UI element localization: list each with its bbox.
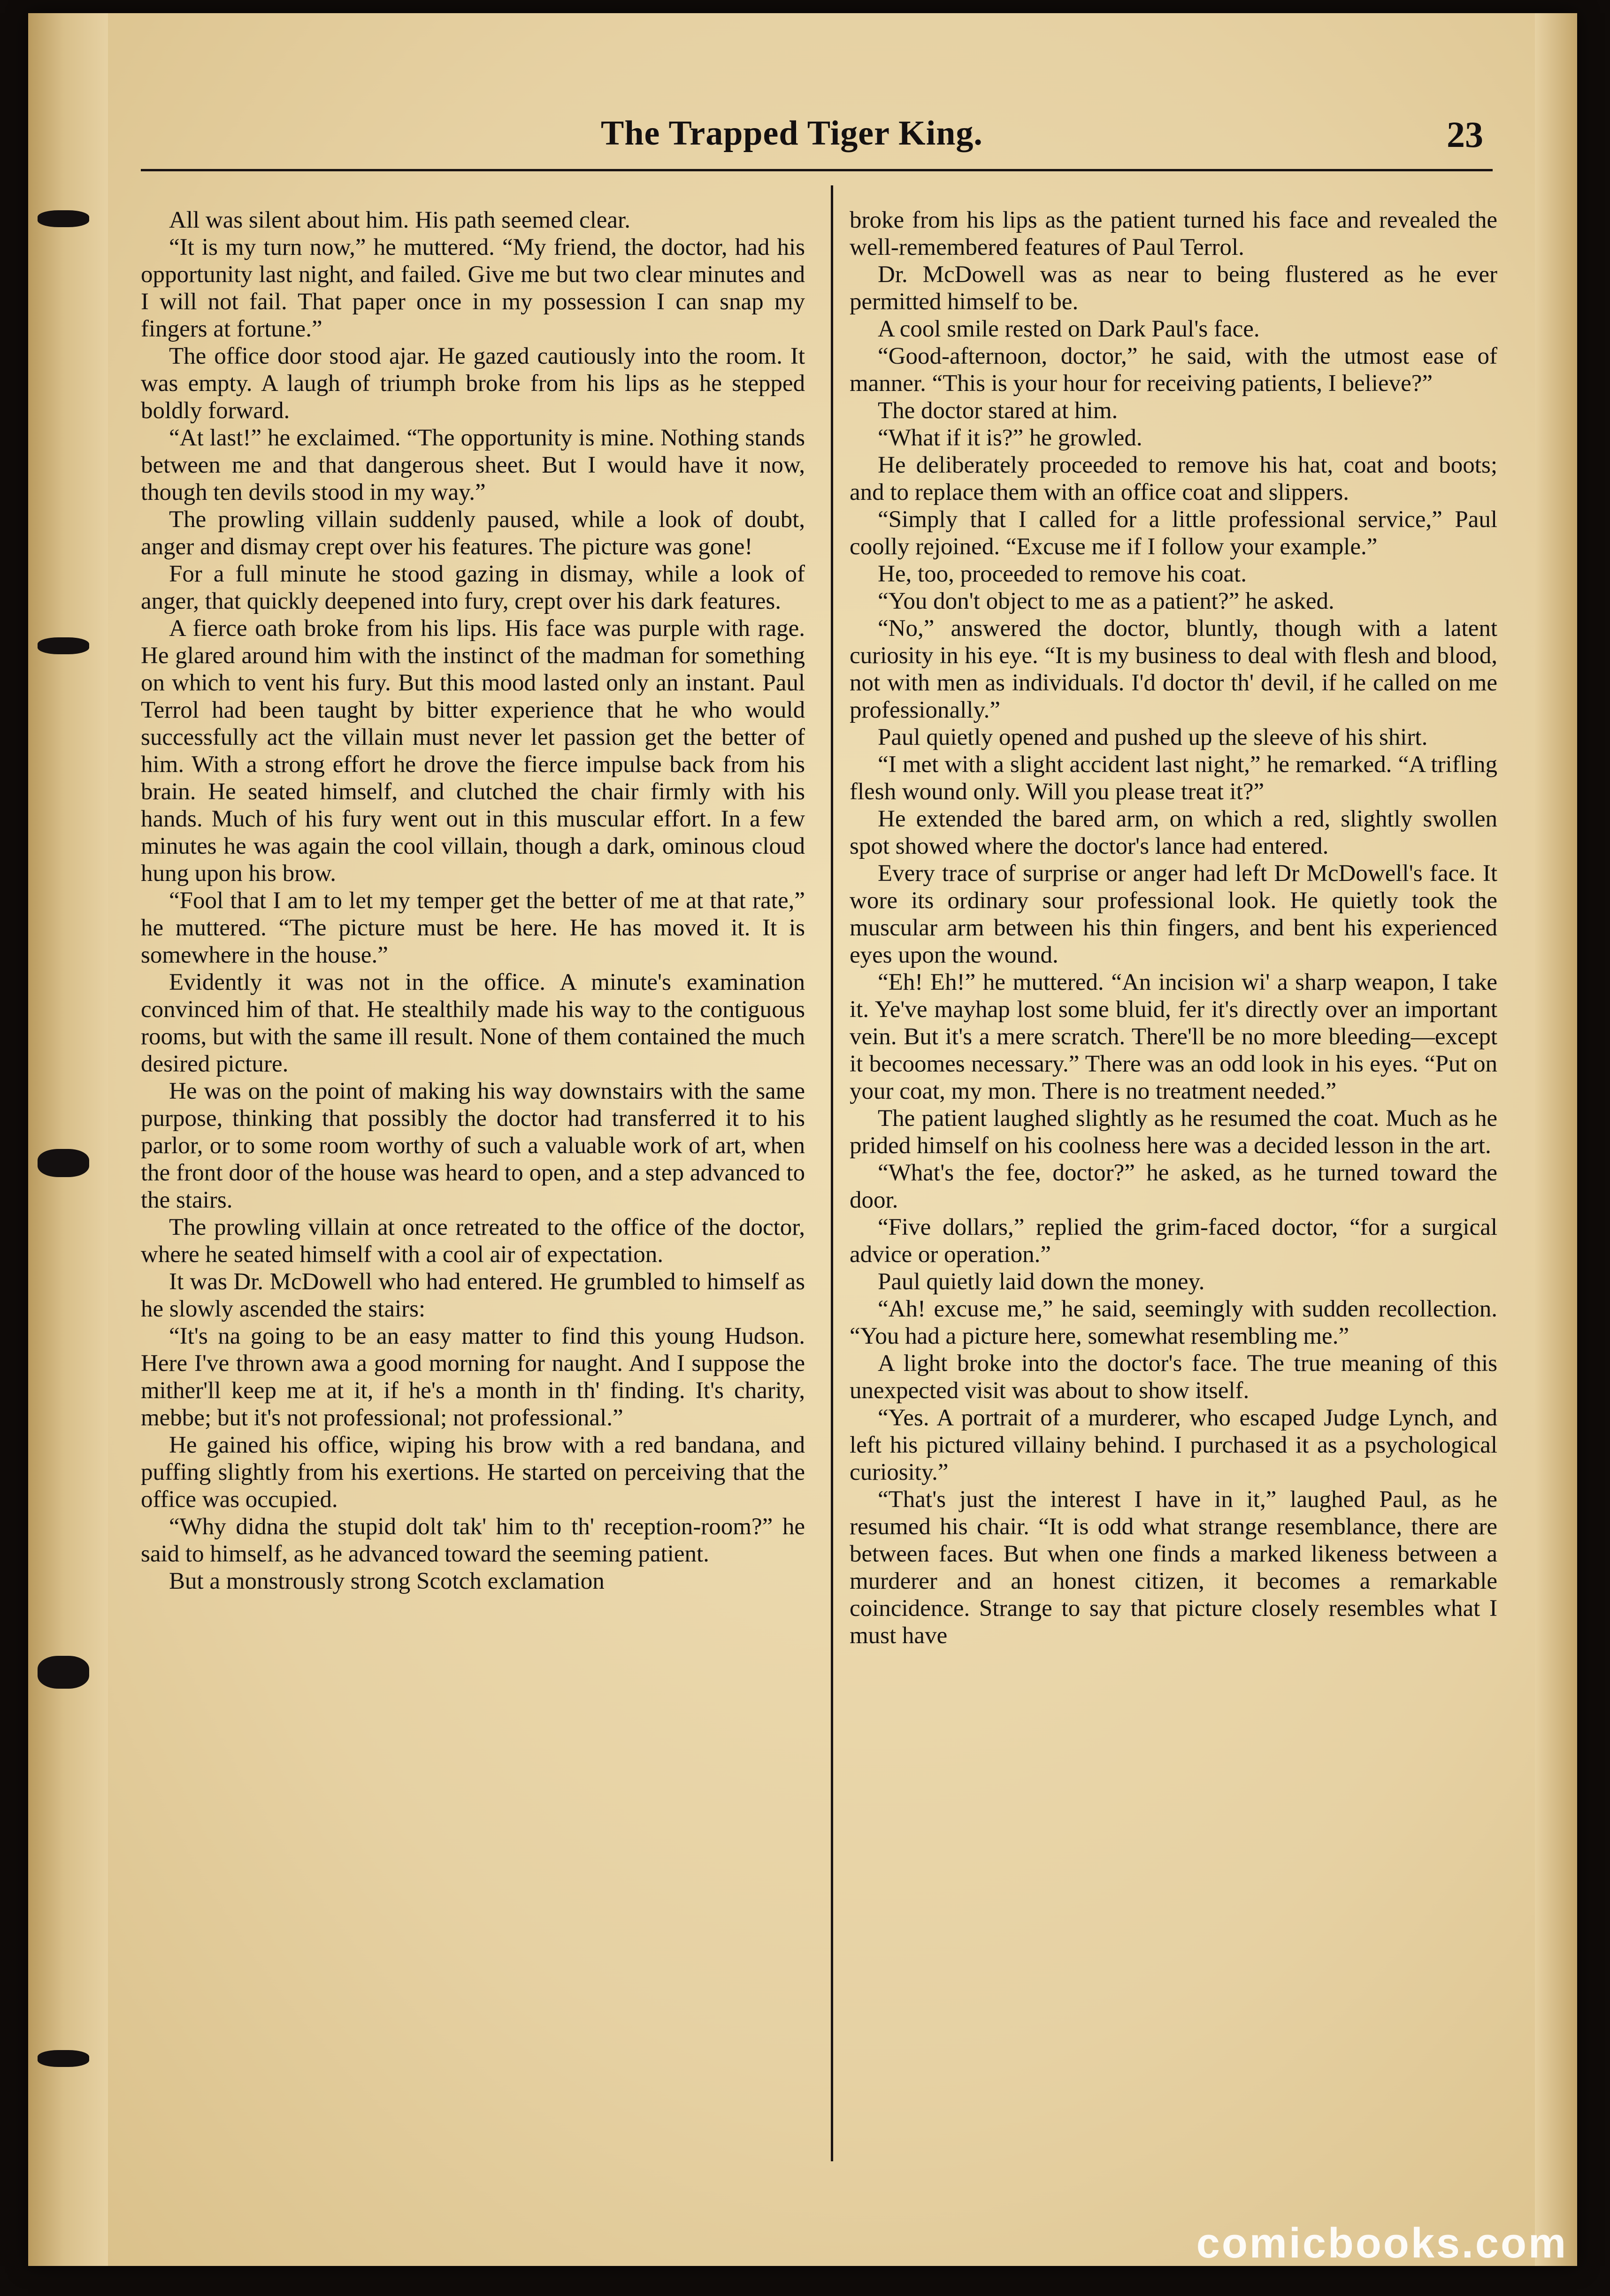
paragraph: “Why didna the stupid dolt tak' him to th' reception-room?” he said to himself, as he advanced toward the seeming patient. [141,1514,805,1567]
binding-stitch [38,1149,89,1177]
binding-stitch [38,210,89,227]
paragraph: For a full minute he stood gazing in dismay, while a look of anger, that quickly deepened into fury, crept over his dark features. [141,561,805,614]
paragraph: “What if it is?” he growled. [878,425,1142,451]
paragraph: Every trace of surprise or anger had left Dr McDowell's face. It wore its ordinary sour professional look. He quietly took the muscular arm between his thin fingers, and bent his experienced eyes upon the wound. [850,860,1497,968]
watermark: comicbooks.com [1196,2220,1568,2267]
paragraph: The prowling villain at once retreated to the office of the doctor, where he seated himself with a cool air of expectation. [141,1214,805,1268]
paragraph: Dr. McDowell was as near to being flustered as he ever permitted himself to be. [850,261,1497,315]
paragraph: Paul quietly opened and pushed up the sleeve of his shirt. [878,724,1428,750]
page-binding-edge [28,13,108,2266]
paragraph: “It is my turn now,” he muttered. “My friend, the doctor, had his opportunity last night, and failed. Give me but two clear minutes and I will not fail. That paper once in my possession I can snap my fingers at fortune.” [141,234,805,342]
paragraph: “That's just the interest I have in it,” laughed Paul, as he resumed his chair. “It is odd what strange resemblance, there are between faces. But when one finds a marked likeness between a murderer and an honest citizen, it becomes a remarkable coincidence. Strange to say that picture closely resembles what I must have [850,1486,1497,1649]
paragraph: “At last!” he exclaimed. “The opportunity is mine. Nothing stands between me and that dangerous sheet. But I would have it now, though ten devils stood in my way.” [141,425,805,505]
paragraph: A fierce oath broke from his lips. His face was purple with rage. He glared around him with the instinct of the madman for something on which to vent his fury. But this mood lasted only an instant. Paul Terrol had been taught by bitter experience that he who would successfully act the villain must never let passion get the better of him. With a strong effort he drove the fierce impulse back from his brain. He seated himself, and clutched the chair firmly with his hands. Much of his fury went out in this muscular effort. In a few minutes he was again the cool villain, though a dark, ominous cloud hung upon his brow. [141,615,805,887]
paragraph: “Simply that I called for a little professional service,” Paul coolly rejoined. “Excuse me if I follow your example.” [850,506,1497,560]
paragraph: He extended the bared arm, on which a red, slightly swollen spot showed where the doctor's lance had entered. [850,806,1497,859]
paragraph: “It's na going to be an easy matter to find this young Hudson. Here I've thrown awa a good morning for naught. And I suppose the mither'll keep me at it, if he's a month in th' finding. It's charity, mebbe; but it's not professional; not professional.” [141,1323,805,1431]
paragraph: He was on the point of making his way downstairs with the same purpose, thinking that possibly the doctor had transferred it to his parlor, or to some room worthy of such a valuable work of art, when the front door of the house was heard to open, and a step advanced to the stairs. [141,1078,805,1213]
paragraph: He gained his office, wiping his brow with a red bandana, and puffing slightly from his exertions. He started on perceiving that the office was occupied. [141,1432,805,1513]
paragraph: “No,” answered the doctor, bluntly, though with a latent curiosity in his eye. “It is my business to deal with flesh and blood, not with men as individuals. I'd doctor th' devil, if he called on me professionally.” [850,615,1497,723]
paragraph: “Ah! excuse me,” he said, seemingly with sudden recollection. “You had a picture here, somewhat resembling me.” [850,1296,1497,1349]
paragraph: Paul quietly laid down the money. [878,1269,1205,1295]
paragraph: It was Dr. McDowell who had entered. He grumbled to himself as he slowly ascended the stairs: [141,1269,805,1322]
column-divider [831,185,833,2161]
paragraph: “You don't object to me as a patient?” he asked. [878,588,1334,614]
header-rule [141,169,1493,171]
paragraph: All was silent about him. His path seemed clear. [169,207,630,233]
paragraph: “Five dollars,” replied the grim-faced doctor, “for a surgical advice or operation.” [850,1214,1497,1268]
page-number: 23 [1447,114,1483,155]
paragraph: “Fool that I am to let my temper get the better of me at that rate,” he muttered. “The picture must be here. He has moved it. It is somewhere in the house.” [141,888,805,968]
binding-stitch [38,2050,89,2067]
left-text-column [141,207,805,2145]
paragraph: “What's the fee, doctor?” he asked, as he turned toward the door. [850,1160,1497,1213]
paragraph: “Yes. A portrait of a murderer, who escaped Judge Lynch, and left his pictured villainy behind. I purchased it as a psychological curiosity.” [850,1405,1497,1485]
paragraph: The office door stood ajar. He gazed cautiously into the room. It was empty. A laugh of triumph broke from his lips as he stepped boldly forward. [141,343,805,424]
running-title: The Trapped Tiger King. [601,114,983,153]
binding-stitch [38,1656,89,1689]
paragraph: But a monstrously strong Scotch exclamation [169,1568,605,1594]
paragraph: “I met with a slight accident last night,” he remarked. “A trifling flesh wound only. Will you please treat it?” [850,751,1497,805]
paragraph: “Good-afternoon, doctor,” he said, with the utmost ease of manner. “This is your hour for receiving patients, I believe?” [850,343,1497,397]
paragraph: “Eh! Eh!” he muttered. “An incision wi' a sharp weapon, I take it. Ye've mayhap lost some bluid, fer it's directly over an important vein. But it's a mere scratch. There'll be no more bleeding—except it becoomes necessary.” There was an odd look in his eyes. “Put on your coat, my mon. There is no treatment needed.” [850,969,1497,1104]
paragraph: A light broke into the doctor's face. The true meaning of this unexpected visit was about to show itself. [850,1350,1497,1404]
running-header [263,114,1493,170]
paragraph: He, too, proceeded to remove his coat. [878,561,1247,587]
paragraph: broke from his lips as the patient turned his face and revealed the well-remembered features of Paul Terrol. [850,207,1497,260]
paragraph: The doctor stared at him. [878,398,1118,424]
paragraph: The patient laughed slightly as he resumed the coat. Much as he prided himself on his coolness here was a decided lesson in the art. [850,1105,1497,1159]
page-right-edge [1535,13,1577,2266]
right-text-column [850,207,1497,2145]
paragraph: He deliberately proceeded to remove his hat, coat and boots; and to replace them with an office coat and slippers. [850,452,1497,505]
binding-stitch [38,637,89,654]
paragraph: The prowling villain suddenly paused, while a look of doubt, anger and dismay crept over his features. The picture was gone! [141,506,805,560]
paragraph: A cool smile rested on Dark Paul's face. [878,316,1260,342]
paragraph: Evidently it was not in the office. A minute's examination convinced him of that. He stealthily made his way to the contiguous rooms, but with the same ill result. None of them contained the much desired picture. [141,969,805,1077]
